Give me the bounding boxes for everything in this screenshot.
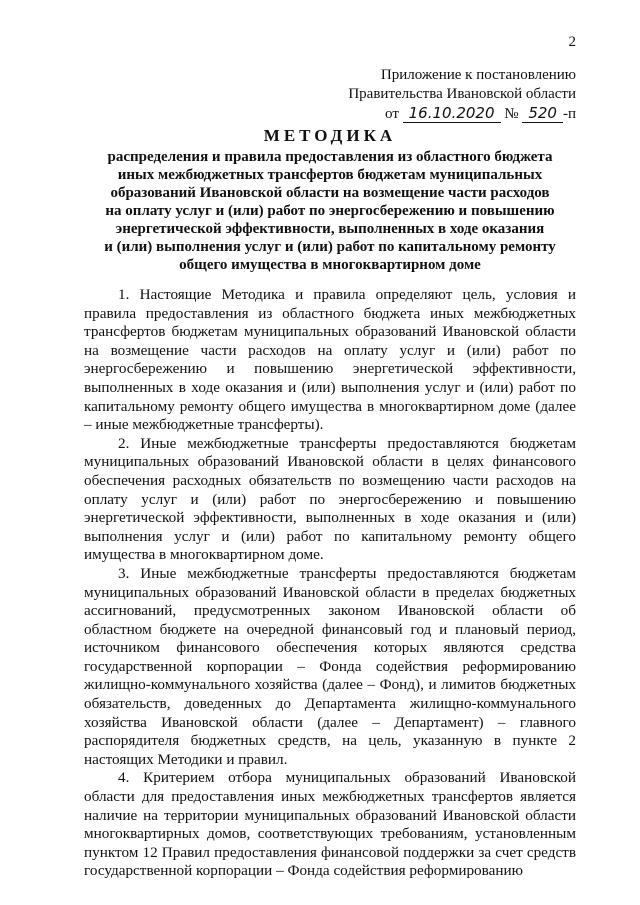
subtitle-line: общего имущества в многоквартирном доме [179,257,481,273]
document-body [84,286,576,881]
appendix-number: 520 [522,104,563,123]
subtitle-line: образований Ивановской области на возмещение части расходов [110,185,550,201]
appendix-suffix: -п [562,106,576,122]
appendix-line-1: Приложение к постановлению [380,67,576,83]
appendix-date-line [385,104,576,124]
appendix-number-sign: № [504,106,519,122]
subtitle-line: на оплату услуг и (или) работ по энергосбережению и повышению [105,203,555,219]
page-number: 2 [568,34,576,50]
paragraph-3: 3. Иные межбюджетные трансферты предоставляются бюджетам муниципальных образований Ивановской области в пределах бюджетных ассигнований, предусмотренных законом Ивановской области об областном бюджете на очередной финансовый год и плановый период, источником финансового обеспечения которых являются средства государственной корпорации – Фонда содействия реформированию жилищно-коммунального хозяйства (далее – Фонд), и лимитов бюджетных обязательств, доведенных до Департамента жилищно-коммунального хозяйства Ивановской области (далее – Департамент) – главного распорядителя бюджетных средств, на цель, указанную в пункте 2 настоящих Методики и правил. [84,564,576,768]
appendix-prefix: от [385,106,399,122]
paragraph-1: 1. Настоящие Методика и правила определяют цель, условия и правила предоставления из областного бюджета иных межбюджетных трансфертов бюджетам муниципальных образований Ивановской области на возмещение части расходов на оплату услуг и (или) работ по энергосбережению и повышению энергетической эффективности, выполненных в ходе оказания и (или) выполнения услуг и (или) работ по капитальному ремонту общего имущества в многоквартирном доме (далее – иные межбюджетные трансферты). [84,286,576,434]
title-block [84,126,576,274]
appendix-header [348,66,576,124]
paragraph-4: 4. Критерием отбора муниципальных образований Ивановской области для предоставления иных межбюджетных трансфертов является наличие на территории муниципальных образований Ивановской области многоквартирных домов, соответствующих требованиям, установленным пунктом 12 Правил предоставления финансовой поддержки за счет средств государственной корпорации – Фонда содействия реформированию [84,769,576,880]
document-title: МЕТОДИКА [263,126,397,145]
paragraph-2: 2. Иные межбюджетные трансферты предоставляются бюджетам муниципальных образований Ивановской области в целях финансового обеспечения расходных обязательств по возмещению части расходов на оплату услуг и (или) работ по энергосбережению и повышению энергетической эффективности, выполненных в ходе оказания и (или) выполнения услуг и (или) работ по капитальному ремонту общего имущества в многоквартирном доме. [84,434,576,564]
appendix-date: 16.10.2020 [403,104,501,123]
subtitle-line: энергетической эффективности, выполненных в ходе оказания [115,221,545,237]
appendix-line-2: Правительства Ивановской области [348,86,576,102]
subtitle-line: и (или) выполнения услуг и (или) работ по капитальному ремонту [104,239,556,255]
subtitle-line: иных межбюджетных трансфертов бюджетам муниципальных [117,167,543,183]
subtitle-line: распределения и правила предоставления из областного бюджета [107,149,553,165]
